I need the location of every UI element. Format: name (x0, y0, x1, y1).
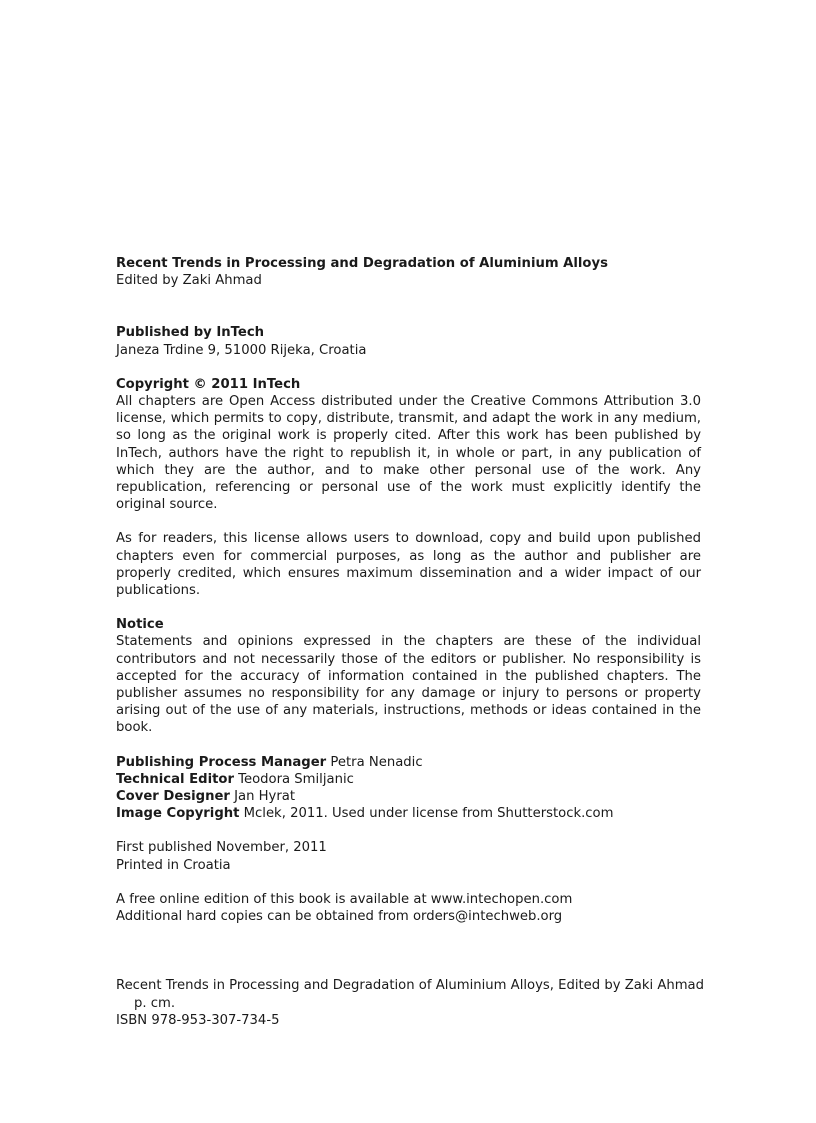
copyright-page (116, 255, 705, 1029)
free-online-edition: A free online edition of this book is available at www.intechopen.com (116, 891, 573, 907)
title-block (116, 255, 701, 289)
credit-line (116, 754, 701, 771)
credits-block (116, 754, 701, 823)
publisher-block (116, 324, 701, 358)
copyright-block (116, 376, 701, 599)
cip-title-line: Recent Trends in Processing and Degradation of Aluminium Alloys, Edited by Zaki Ahmad (116, 978, 705, 994)
copyright-heading: Copyright © 2011 InTech (116, 376, 301, 392)
credit-line (116, 788, 701, 805)
first-published: First published November, 2011 (116, 840, 327, 856)
notice-text: Statements and opinions expressed in the chapters are these of the individual contributors and not necessarily those of the editors or publisher. No responsibility is accepted for the accuracy of information contained in the published chapters. The publisher assumes no responsibility for any damage or injury to persons or property arising out of the use of any materials, instructions, methods or ideas contained in the book. (116, 634, 701, 736)
credit-line (116, 771, 701, 788)
publication-block (116, 839, 701, 873)
book-title: Recent Trends in Processing and Degradation of Aluminium Alloys (116, 256, 608, 271)
credit-name: Mclek, 2011. Used under license from Shutterstock.com (243, 806, 614, 822)
credit-role: Publishing Process Manager (116, 754, 327, 770)
credit-line (116, 805, 701, 822)
publisher-heading: Published by InTech (116, 325, 265, 341)
credit-role: Technical Editor (116, 771, 234, 787)
notice-block (116, 616, 701, 736)
hard-copies-info: Additional hard copies can be obtained from orders@intechweb.org (116, 909, 563, 925)
credit-name: Teodora Smiljanic (238, 771, 354, 787)
printed-in: Printed in Croatia (116, 857, 231, 873)
publisher-address: Janeza Trdine 9, 51000 Rijeka, Croatia (116, 342, 367, 358)
cip-pages-line: p. cm. (134, 995, 176, 1011)
isbn: ISBN 978-953-307-734-5 (116, 1012, 280, 1028)
copyright-paragraph-readers: As for readers, this license allows users to download, copy and build upon published chapters even for commercial purposes, as long as the author and publisher are properly credited, which ensures maximum dissemination and a wider impact of our publications. (116, 531, 701, 599)
online-block (116, 891, 701, 925)
credit-role: Image Copyright (116, 806, 240, 822)
credit-role: Cover Designer (116, 789, 230, 805)
credit-name: Petra Nenadic (330, 754, 423, 770)
notice-heading: Notice (116, 617, 164, 633)
editor-line: Edited by Zaki Ahmad (116, 273, 262, 289)
credit-name: Jan Hyrat (234, 789, 296, 805)
copyright-paragraph-license: All chapters are Open Access distributed under the Creative Commons Attribution 3.0 license, which permits to copy, distribute, transmit, and adapt the work in any medium, so long as the original work is properly cited. After this work has been published by InTech, authors have the right to republish it, in whole or part, in any publication of which they are the author, and to make other personal use of the work. Any republication, referencing or personal use of the work must explicitly identify the original source. (116, 394, 701, 513)
cip-block (116, 977, 705, 1029)
